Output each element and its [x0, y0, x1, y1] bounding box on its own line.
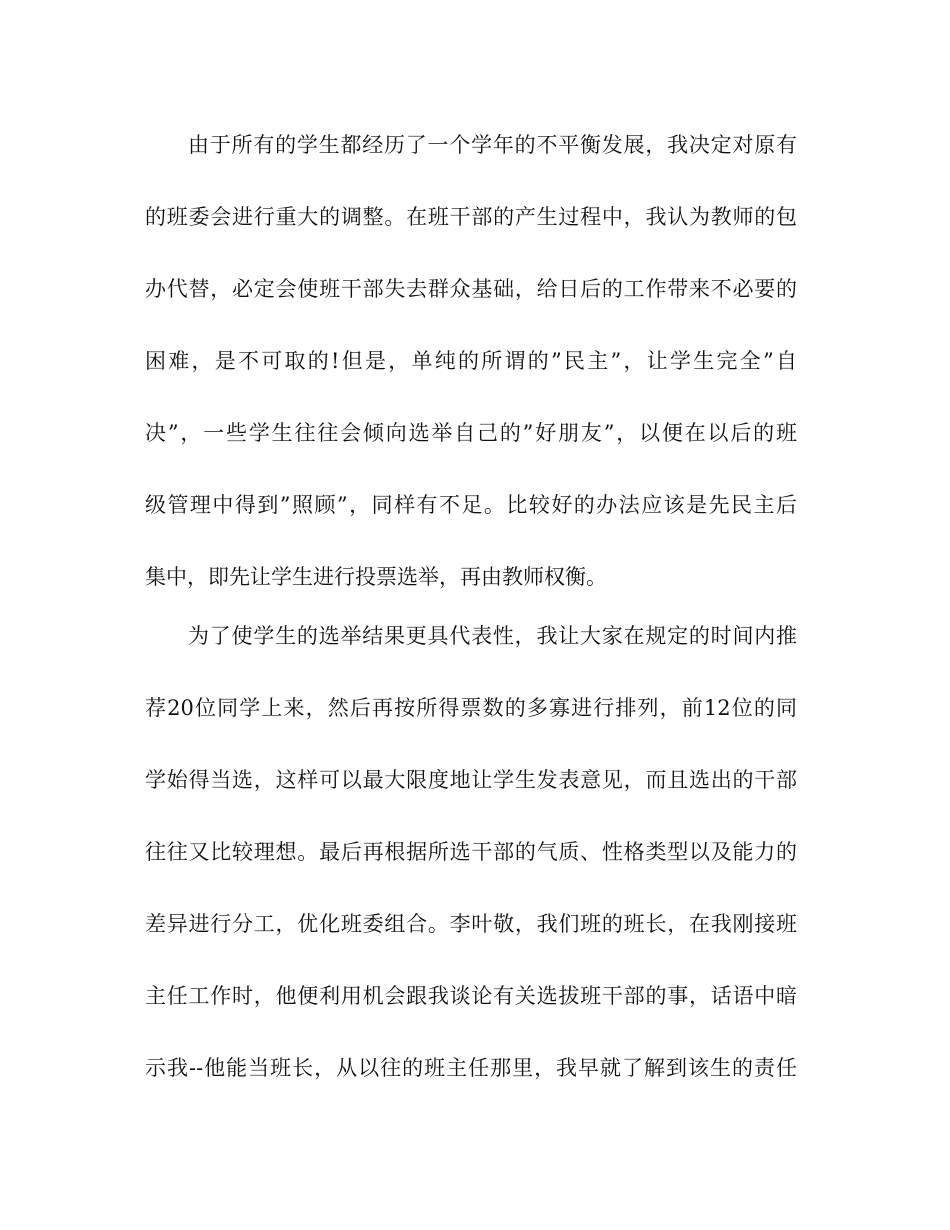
- text-line: 往往又比较理想。最后再根据所选干部的气质、性格类型以及能力的: [145, 840, 797, 864]
- text-line: 示我--他能当班长，从以往的班主任那里，我早就了解到该生的责任: [145, 1056, 797, 1080]
- text-line: 办代替，必定会使班干部失去群众基础，给日后的工作带来不必要的: [145, 277, 797, 301]
- text-line: 由于所有的学生都经历了一个学年的不平衡发展，我决定对原有: [188, 133, 797, 157]
- text-line: 为了使学生的选举结果更具代表性，我让大家在规定的时间内推: [188, 624, 797, 648]
- text-line: 集中，即先让学生进行投票选举，再由教师权衡。: [145, 565, 607, 589]
- text-line: 困难，是不可取的!但是，单纯的所谓的”民主”，让学生完全”自: [145, 349, 797, 373]
- text-line: 主任工作时，他便利用机会跟我谈论有关选拔班干部的事，话语中暗: [145, 984, 797, 1008]
- text-line: 级管理中得到”照顾”，同样有不足。比较好的办法应该是先民主后: [145, 493, 797, 517]
- text-line: 的班委会进行重大的调整。在班干部的产生过程中，我认为教师的包: [145, 205, 797, 229]
- text-line: 差异进行分工，优化班委组合。李叶敬，我们班的班长，在我刚接班: [145, 912, 797, 936]
- text-line: 荐20位同学上来，然后再按所得票数的多寡进行排列，前12位的同: [145, 696, 797, 720]
- text-line: 决”，一些学生往往会倾向选举自己的”好朋友”，以便在以后的班: [145, 421, 797, 445]
- text-line: 学始得当选，这样可以最大限度地让学生发表意见，而且选出的干部: [145, 768, 797, 792]
